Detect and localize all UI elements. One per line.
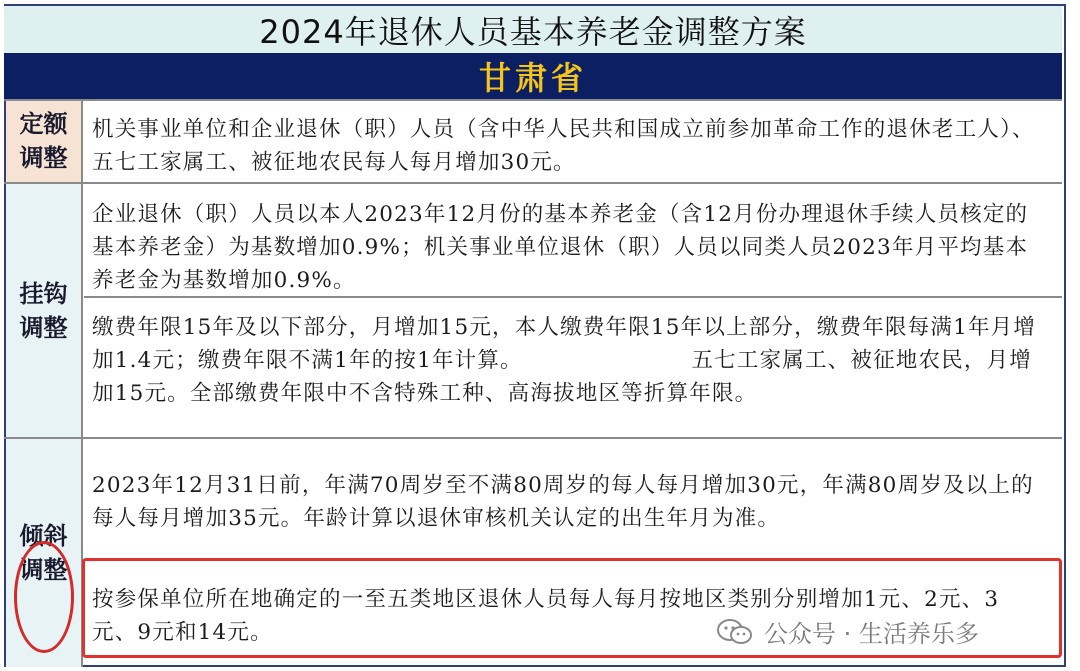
province-header: 甘肃省 — [4, 53, 1062, 99]
watermark — [716, 614, 979, 649]
category-fixed — [6, 99, 83, 183]
row-divider — [4, 182, 1062, 184]
watermark-text: 公众号 · 生活养乐多 — [764, 620, 979, 648]
category-linked — [6, 183, 83, 438]
row-divider — [4, 99, 1062, 101]
row-divider — [4, 437, 1062, 439]
category-fixed-label: 定额调整 — [19, 109, 68, 172]
row-linked-1-text: 企业退休（职）人员以本人2023年12月份的基本养老金（含12月份办理退休手续人员核定的基本养老金）为基数增加0.9%；机关事业单位退休（职）人员以同类人员2023年月平均基本养老金为基数增加0.9%。 — [92, 202, 1029, 293]
highlight-oval — [14, 541, 74, 653]
row-fixed-text: 机关事业单位和企业退休（职）人员（含中华人民共和国成立前参加革命工作的退休老工人）、五七工家属工、被征地农民每人每月增加30元。 — [92, 117, 1035, 175]
row-tilted-1-text: 2023年12月31日前，年满70周岁至不满80周岁的每人每月增加30元，年满80周岁及以上的每人每月增加35元。年龄计算以退休审核机关认定的出生年月为准。 — [92, 473, 1034, 531]
row-divider — [84, 296, 1062, 298]
category-linked-label: 挂钩调整 — [19, 278, 68, 342]
category-tilted-label: 倾斜调整 — [19, 520, 68, 584]
page-title: 2024年退休人员基本养老金调整方案 — [4, 6, 1062, 53]
row-linked-2-text: 缴费年限15年及以下部分，月增加15元，本人缴费年限15年以上部分，缴费年限每满1年月增加1.4元；缴费年限不满1年的按1年计算。 五七工家属工、被征地农民，月增加15元。全部缴费年限中不含特殊工种、高海拔地区等折算年限。 — [92, 315, 1037, 406]
row-tilted-2-text: 按参保单位所在地确定的一至五类地区退休人员每人每月按地区类别分别增加1元、2元、3元、9元和14元。 — [92, 587, 1000, 645]
wechat-icon — [716, 618, 754, 646]
